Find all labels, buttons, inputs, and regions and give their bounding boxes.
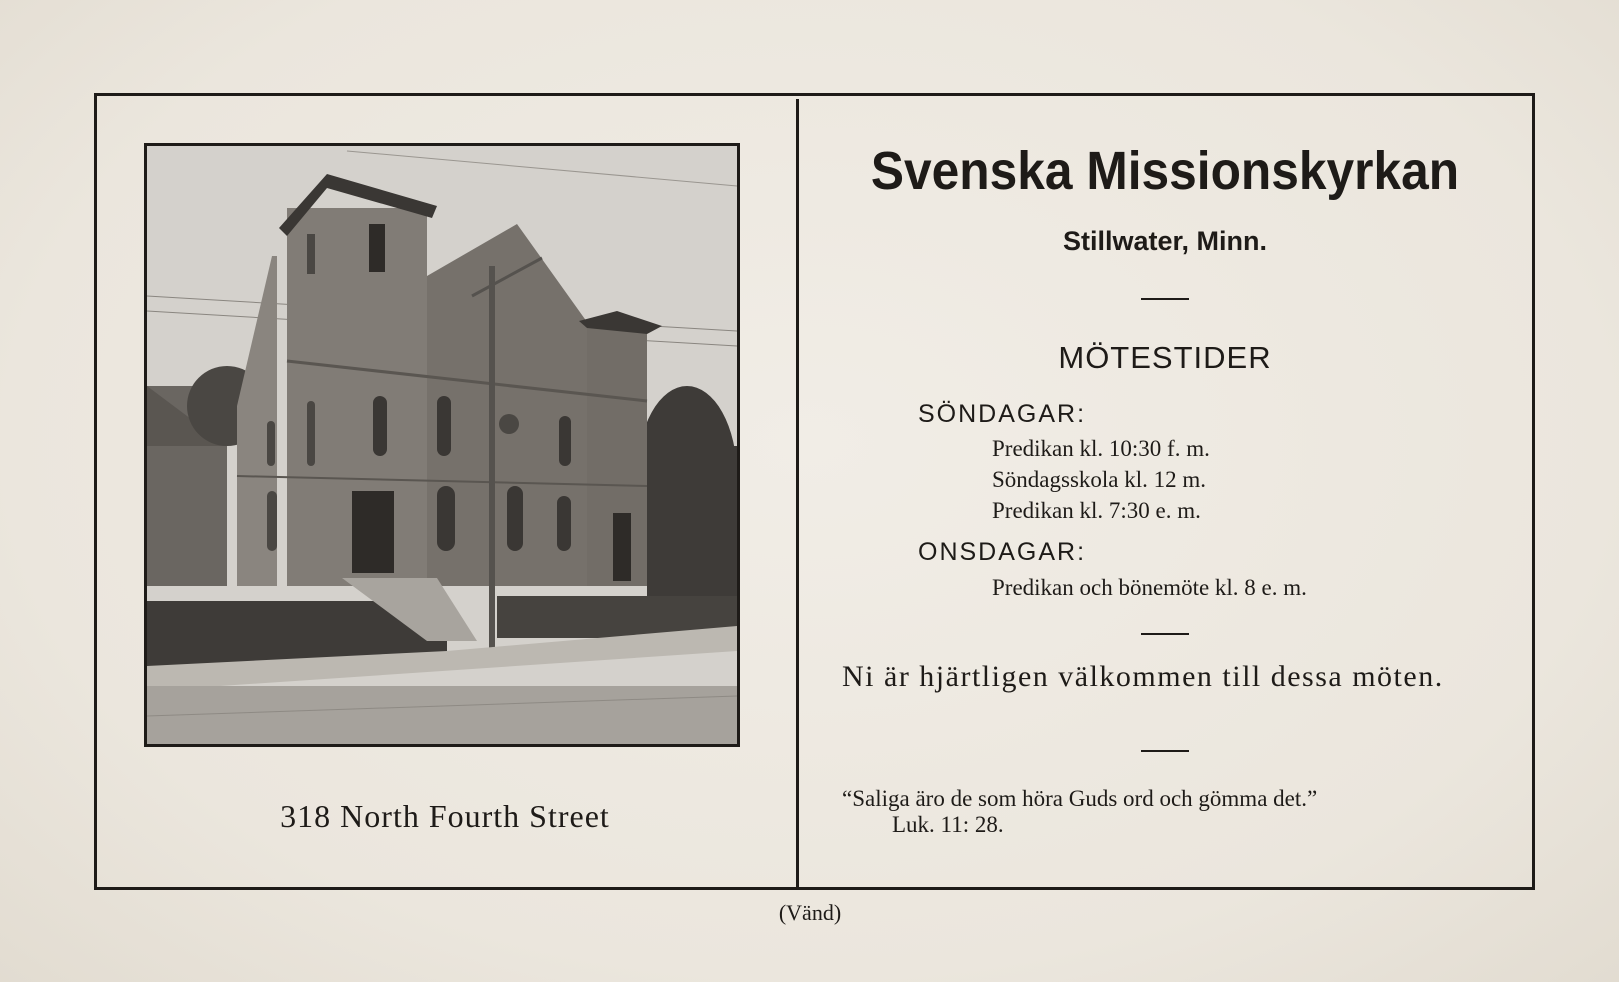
separator-dash bbox=[1141, 633, 1189, 635]
welcome-message: Ni är hjärtligen välkommen till dessa möten. bbox=[842, 660, 1444, 693]
location-subtitle: Stillwater, Minn. bbox=[1062, 226, 1268, 256]
bible-reference: Luk. 11: 28. bbox=[892, 812, 1004, 837]
bible-quote: “Saliga äro de som höra Guds ord och gömma det.” bbox=[842, 786, 1318, 811]
sunday-school-line: Söndagsskola kl. 12 m. bbox=[992, 467, 1207, 492]
schedule-heading: MÖTESTIDER bbox=[1058, 340, 1272, 375]
turn-over-note: (Vänd) bbox=[778, 900, 842, 925]
separator-dash bbox=[1141, 298, 1189, 300]
separator-dash bbox=[1141, 750, 1189, 752]
sunday-evening-line: Predikan kl. 7:30 e. m. bbox=[992, 498, 1201, 523]
vertical-divider bbox=[796, 99, 799, 888]
sundays-label: SÖNDAGAR: bbox=[918, 400, 1087, 428]
church-name-title: Svenska Missionskyrkan bbox=[870, 141, 1460, 201]
church-address: 318 North Fourth Street bbox=[280, 798, 610, 834]
church-photo bbox=[144, 143, 740, 747]
wednesday-service-line: Predikan och bönemöte kl. 8 e. m. bbox=[992, 575, 1307, 600]
wednesdays-label: ONSDAGAR: bbox=[918, 538, 1087, 566]
sunday-service-line: Predikan kl. 10:30 f. m. bbox=[992, 436, 1210, 461]
